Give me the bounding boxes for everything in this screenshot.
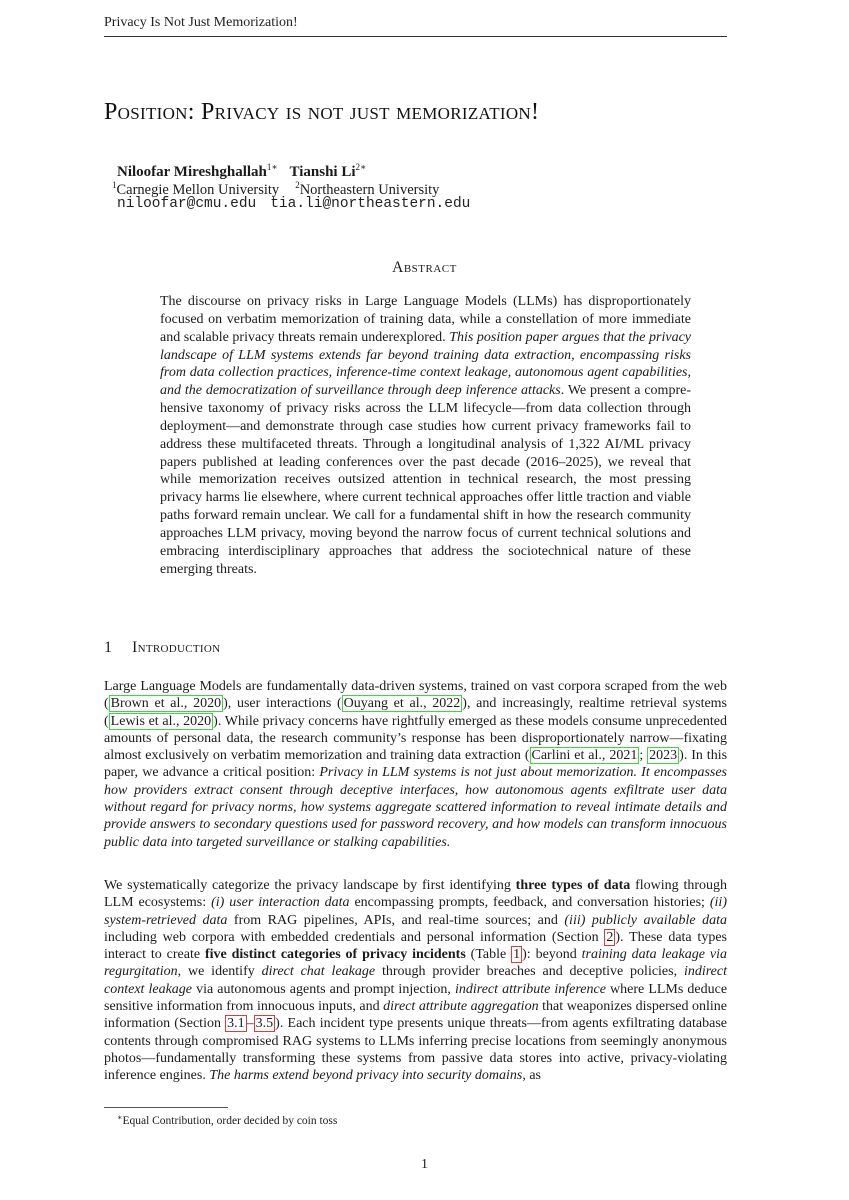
citation-link[interactable]: Lewis et al., 2020 <box>110 713 212 729</box>
title-initial: P <box>104 99 118 125</box>
author-mark: 1∗ <box>266 162 278 172</box>
email-address: tia.li@northeastern.edu <box>270 196 471 212</box>
abstract-text <box>160 293 691 579</box>
footnote-mark: ∗ <box>117 1113 123 1122</box>
running-header: Privacy Is Not Just Memorization! <box>104 15 298 30</box>
abstract-position-statement: This position paper argues that the privacy landscape of LLM systems extends far beyond training data extraction, encompassing risks from data collection practices, inference-time context leakage, autonomous agent capabilities, and the democratization of surveillance through deep inference attacks <box>160 329 691 399</box>
intro-paragraph-1: Large Language Models are fundamentally data-driven systems, trained on vast corpora scraped from the web ( Brown et al., 2020 ), user interactions ( Ouyang et al., 2022 ), and increasingly, realtime retrieval systems ( Lewis et al., 2020 ). While privacy concerns have rightfully emerged as these models consume unprecedented amounts of personal data, the research community’s response has been disproportionately narrow—fixating almost exclusively on verbatim memorization and training data extraction ( Carlini et al., 2021 ; 2023 ). In this paper, we advance a critical position: Privacy in LLM systems is not just about memorization. It encompasses how providers extract consent through deceptive interfaces, how autonomous agents exfiltrate user data without regard for privacy norms, how systems aggregate scattered information to reveal intimate details and provide answers to secondary questions used for password recovery, and how models can transform innocuous public data into targeted surveillance or stalking capabilities. <box>104 679 728 850</box>
author-name: Niloofar Mireshghallah <box>117 164 267 180</box>
citation-link[interactable]: Brown et al., 2020 <box>110 696 222 712</box>
footnote-text: Equal Contribution, order decided by coin toss <box>122 1115 338 1127</box>
footnote <box>117 1111 337 1128</box>
section-heading <box>104 638 220 658</box>
citation-link[interactable]: Ouyang et al., 2022 <box>343 696 461 712</box>
page-number: 1 <box>421 1157 428 1172</box>
email-address: niloofar@cmu.edu <box>117 196 257 212</box>
affiliation-name: Northeastern University <box>299 182 440 198</box>
section-reference-link[interactable]: 3.1 <box>227 1016 245 1032</box>
abstract-heading: Abstract <box>392 259 457 276</box>
citation-link[interactable]: Carlini et al., 2021 <box>531 748 638 764</box>
header-rule <box>104 36 727 37</box>
footnote-rule <box>104 1107 228 1108</box>
author-name: Tianshi Li <box>289 164 356 180</box>
email-list <box>117 195 470 213</box>
affiliation-name: Carnegie Mellon University <box>116 182 280 198</box>
title-prefix: osition: <box>117 99 202 125</box>
section-reference-link[interactable]: 2 <box>606 929 614 945</box>
affiliation-mark: 2 <box>295 180 300 190</box>
intro-paragraph-2: We systematically categorize the privacy landscape by first identifying three types of data flowing through LLM ecosystems: (i) user interaction data encompassing prompts, feedback, and conversation histories; (ii) system-retrieved data from RAG pipelines, APIs, and real-time sources; and (iii) publicly available data including web corpora with embedded credentials and personal information (Section 2 ). These data types interact to create five distinct categories of privacy incidents (Table 1 ): beyond training data leakage via regurgitation, we identify direct chat leakage through provider breaches and deceptive policies, indirect context leakage via autonomous agents and prompt injection, indirect attribute inference where LLMs deduce sensitive information from innocuous inputs, and direct attribute aggregation that weaponizes dispersed online information (Section 3.1 – 3.5 ). Each incident type presents unique threats—from agents exfiltrating database contents through compromised RAG systems to LLMs inferring precise locations from seemingly anonymous photos—fundamentally transforming these systems from passive data stores into active, privacy-violating inference engines. The harms extend beyond privacy into security domains, as <box>104 878 728 1084</box>
title-main: Privacy is not just memorization! <box>201 99 540 125</box>
abstract-sentence: . We present a comprehensive taxonomy of privacy risks across the LLM lifecycle—from data collection through deployment—and demonstrate through case studies how current privacy frameworks fail to address these multifaceted threats. Through a longitudinal analysis of 1,322 AI/ML privacy papers published at leading conferences over the past decade (2016–2025), we reveal that while memorization receives outsized attention in technical research, the most pressing privacy harms lie elsewhere, where current technical approaches offer little traction and viable paths forward remain unclear. We call for a fundamental shift in how the research community approaches LLM privacy, moving beyond the narrow focus of current technical solutions and embracing interdisciplinary approaches that address the sociotechnical nature of these emerging threats. <box>160 383 691 577</box>
paper-title <box>104 96 744 128</box>
affiliation-mark: 1 <box>112 180 117 190</box>
section-reference-link[interactable]: 3.5 <box>255 1016 274 1032</box>
section-title: Introduction <box>132 639 221 656</box>
citation-link[interactable]: 2023 <box>649 748 678 764</box>
author-mark: 2∗ <box>355 162 367 172</box>
table-reference-link[interactable]: 1 <box>513 947 521 963</box>
section-number: 1 <box>104 639 113 656</box>
abstract-sentence: The discourse on privacy risks in Large Language Models (LLMs) has disproportionately focused on verbatim memorization of training data, while a constellation of more immediate and scalable privacy threats remain underexplored. <box>160 294 691 345</box>
position-statement: Privacy in LLM systems is not just about memorization. It encompasses how providers extract consent through deceptive interfaces, how autonomous agents exfiltrate user data without regard for privacy norms, how systems aggregate scattered information to reveal intimate details and provide answers to secondary questions used for password recovery, and how models can transform innocuous public data into targeted surveillance or stalking capabilities. <box>104 765 728 850</box>
